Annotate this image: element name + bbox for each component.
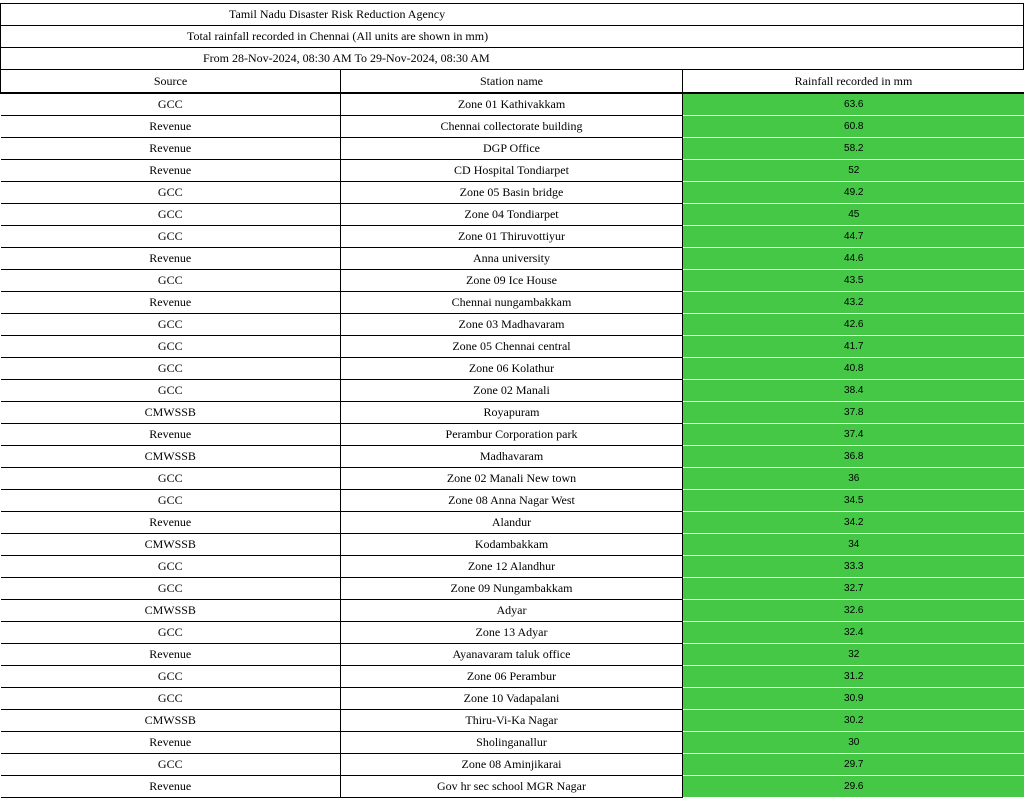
table-row — [1, 116, 1024, 138]
table-row — [1, 600, 1024, 622]
station-cell[interactable]: Ayanavaram taluk office — [341, 644, 683, 666]
source-cell[interactable]: Revenue — [1, 512, 341, 534]
source-cell[interactable]: GCC — [1, 314, 341, 336]
source-cell[interactable]: GCC — [1, 688, 341, 710]
table-row — [1, 490, 1024, 512]
table-row — [1, 182, 1024, 204]
source-cell[interactable]: GCC — [1, 204, 341, 226]
source-cell[interactable]: CMWSSB — [1, 534, 341, 556]
table-row — [1, 468, 1024, 490]
rainfall-cell[interactable]: 30.2 — [683, 710, 1024, 732]
source-cell[interactable]: GCC — [1, 754, 341, 776]
table-row — [1, 732, 1024, 754]
source-cell[interactable]: GCC — [1, 226, 341, 248]
source-cell[interactable]: Revenue — [1, 292, 341, 314]
table-row — [1, 446, 1024, 468]
table-row — [1, 226, 1024, 248]
station-cell[interactable]: Anna university — [341, 248, 683, 270]
source-cell[interactable]: GCC — [1, 468, 341, 490]
station-cell[interactable]: Zone 04 Tondiarpet — [341, 204, 683, 226]
rainfall-cell[interactable]: 43.5 — [683, 270, 1024, 292]
report-agency-title: Tamil Nadu Disaster Risk Reduction Agency — [229, 7, 446, 21]
rainfall-cell[interactable]: 43.2 — [683, 292, 1024, 314]
station-cell[interactable]: Royapuram — [341, 402, 683, 424]
table-row — [1, 754, 1024, 776]
rainfall-cell[interactable]: 44.6 — [683, 248, 1024, 270]
station-cell[interactable]: Kodambakkam — [341, 534, 683, 556]
station-cell[interactable]: Zone 05 Basin bridge — [341, 182, 683, 204]
table-row — [1, 710, 1024, 732]
rainfall-cell[interactable]: 42.6 — [683, 314, 1024, 336]
rainfall-cell[interactable]: 36.8 — [683, 446, 1024, 468]
rainfall-cell[interactable]: 58.2 — [683, 138, 1024, 160]
table-row — [1, 93, 1024, 116]
source-cell[interactable]: CMWSSB — [1, 710, 341, 732]
report-subtitle: Total rainfall recorded in Chennai (All units are shown in mm) — [187, 29, 489, 43]
table-row — [1, 336, 1024, 358]
rainfall-cell[interactable]: 45 — [683, 204, 1024, 226]
station-cell[interactable]: Zone 06 Perambur — [341, 666, 683, 688]
rainfall-cell[interactable]: 32 — [683, 644, 1024, 666]
source-cell[interactable]: GCC — [1, 556, 341, 578]
station-cell[interactable]: Zone 08 Anna Nagar West — [341, 490, 683, 512]
rainfall-report-sheet — [0, 3, 1024, 798]
table-row — [1, 644, 1024, 666]
rainfall-cell[interactable]: 44.7 — [683, 226, 1024, 248]
rainfall-cell[interactable]: 32.6 — [683, 600, 1024, 622]
source-cell[interactable]: Revenue — [1, 776, 341, 798]
rainfall-cell[interactable]: 52 — [683, 160, 1024, 182]
table-row — [1, 248, 1024, 270]
rainfall-table — [0, 69, 1024, 798]
station-cell[interactable]: DGP Office — [341, 138, 683, 160]
table-row — [1, 314, 1024, 336]
source-cell[interactable]: GCC — [1, 336, 341, 358]
rainfall-cell[interactable]: 34.2 — [683, 512, 1024, 534]
source-cell[interactable]: GCC — [1, 93, 341, 116]
rainfall-cell[interactable]: 60.8 — [683, 116, 1024, 138]
rainfall-cell[interactable]: 34.5 — [683, 490, 1024, 512]
column-header-rainfall[interactable]: Rainfall recorded in mm — [683, 70, 1024, 94]
source-cell[interactable]: Revenue — [1, 644, 341, 666]
station-cell[interactable]: Adyar — [341, 600, 683, 622]
table-row — [1, 402, 1024, 424]
report-period: From 28-Nov-2024, 08:30 AM To 29-Nov-2024, 08:30 AM — [203, 51, 490, 65]
table-header-row — [1, 70, 1024, 94]
station-cell[interactable]: Zone 06 Kolathur — [341, 358, 683, 380]
source-cell[interactable]: GCC — [1, 666, 341, 688]
rainfall-cell[interactable]: 34 — [683, 534, 1024, 556]
rainfall-cell[interactable]: 41.7 — [683, 336, 1024, 358]
station-cell[interactable]: Alandur — [341, 512, 683, 534]
rainfall-cell[interactable]: 37.8 — [683, 402, 1024, 424]
source-cell[interactable]: Revenue — [1, 732, 341, 754]
source-cell[interactable]: GCC — [1, 622, 341, 644]
rainfall-cell[interactable]: 36 — [683, 468, 1024, 490]
station-cell[interactable]: Zone 09 Ice House — [341, 270, 683, 292]
rainfall-cell[interactable]: 38.4 — [683, 380, 1024, 402]
table-row — [1, 292, 1024, 314]
source-cell[interactable]: GCC — [1, 380, 341, 402]
table-row — [1, 270, 1024, 292]
table-row — [1, 424, 1024, 446]
station-cell[interactable]: Madhavaram — [341, 446, 683, 468]
station-cell[interactable]: Chennai nungambakkam — [341, 292, 683, 314]
station-cell[interactable]: Chennai collectorate building — [341, 116, 683, 138]
station-cell[interactable]: Zone 02 Manali — [341, 380, 683, 402]
rainfall-cell[interactable]: 30.9 — [683, 688, 1024, 710]
source-cell[interactable]: GCC — [1, 270, 341, 292]
table-row — [1, 578, 1024, 600]
rainfall-cell[interactable]: 33.3 — [683, 556, 1024, 578]
rainfall-cell[interactable]: 32.7 — [683, 578, 1024, 600]
table-row — [1, 688, 1024, 710]
rainfall-cell[interactable]: 63.6 — [683, 93, 1024, 116]
table-row — [1, 358, 1024, 380]
table-row — [1, 776, 1024, 798]
source-cell[interactable]: GCC — [1, 358, 341, 380]
table-row — [1, 556, 1024, 578]
table-row — [1, 534, 1024, 556]
rainfall-cell[interactable]: 37.4 — [683, 424, 1024, 446]
station-cell[interactable]: Sholinganallur — [341, 732, 683, 754]
station-cell[interactable]: Gov hr sec school MGR Nagar — [341, 776, 683, 798]
table-row — [1, 380, 1024, 402]
source-cell[interactable]: GCC — [1, 490, 341, 512]
report-period-row — [0, 47, 1024, 69]
table-row — [1, 160, 1024, 182]
station-cell[interactable]: Zone 02 Manali New town — [341, 468, 683, 490]
source-cell[interactable]: GCC — [1, 578, 341, 600]
rainfall-cell[interactable]: 29.6 — [683, 776, 1024, 798]
station-cell[interactable]: CD Hospital Tondiarpet — [341, 160, 683, 182]
station-cell[interactable]: Zone 10 Vadapalani — [341, 688, 683, 710]
station-cell[interactable]: Zone 12 Alandhur — [341, 556, 683, 578]
station-cell[interactable]: Zone 01 Kathivakkam — [341, 93, 683, 116]
rainfall-cell[interactable]: 40.8 — [683, 358, 1024, 380]
source-cell[interactable]: Revenue — [1, 424, 341, 446]
table-row — [1, 138, 1024, 160]
rainfall-cell[interactable]: 30 — [683, 732, 1024, 754]
source-cell[interactable]: Revenue — [1, 138, 341, 160]
station-cell[interactable]: Thiru-Vi-Ka Nagar — [341, 710, 683, 732]
source-cell[interactable]: Revenue — [1, 116, 341, 138]
table-row — [1, 204, 1024, 226]
station-cell[interactable]: Zone 05 Chennai central — [341, 336, 683, 358]
table-row — [1, 512, 1024, 534]
station-cell[interactable]: Perambur Corporation park — [341, 424, 683, 446]
source-cell[interactable]: CMWSSB — [1, 402, 341, 424]
station-cell[interactable]: Zone 01 Thiruvottiyur — [341, 226, 683, 248]
station-cell[interactable]: Zone 13 Adyar — [341, 622, 683, 644]
column-header-source[interactable]: Source — [1, 70, 341, 94]
source-cell[interactable]: Revenue — [1, 248, 341, 270]
source-cell[interactable]: CMWSSB — [1, 446, 341, 468]
rainfall-cell[interactable]: 29.7 — [683, 754, 1024, 776]
source-cell[interactable]: Revenue — [1, 160, 341, 182]
table-body — [1, 93, 1024, 798]
source-cell[interactable]: GCC — [1, 182, 341, 204]
table-row — [1, 622, 1024, 644]
source-cell[interactable]: CMWSSB — [1, 600, 341, 622]
rainfall-cell[interactable]: 31.2 — [683, 666, 1024, 688]
rainfall-cell[interactable]: 32.4 — [683, 622, 1024, 644]
rainfall-cell[interactable]: 49.2 — [683, 182, 1024, 204]
table-row — [1, 666, 1024, 688]
station-cell[interactable]: Zone 03 Madhavaram — [341, 314, 683, 336]
report-subtitle-row — [0, 25, 1024, 47]
column-header-station[interactable]: Station name — [341, 70, 683, 94]
report-agency-row — [0, 3, 1024, 25]
station-cell[interactable]: Zone 08 Aminjikarai — [341, 754, 683, 776]
station-cell[interactable]: Zone 09 Nungambakkam — [341, 578, 683, 600]
